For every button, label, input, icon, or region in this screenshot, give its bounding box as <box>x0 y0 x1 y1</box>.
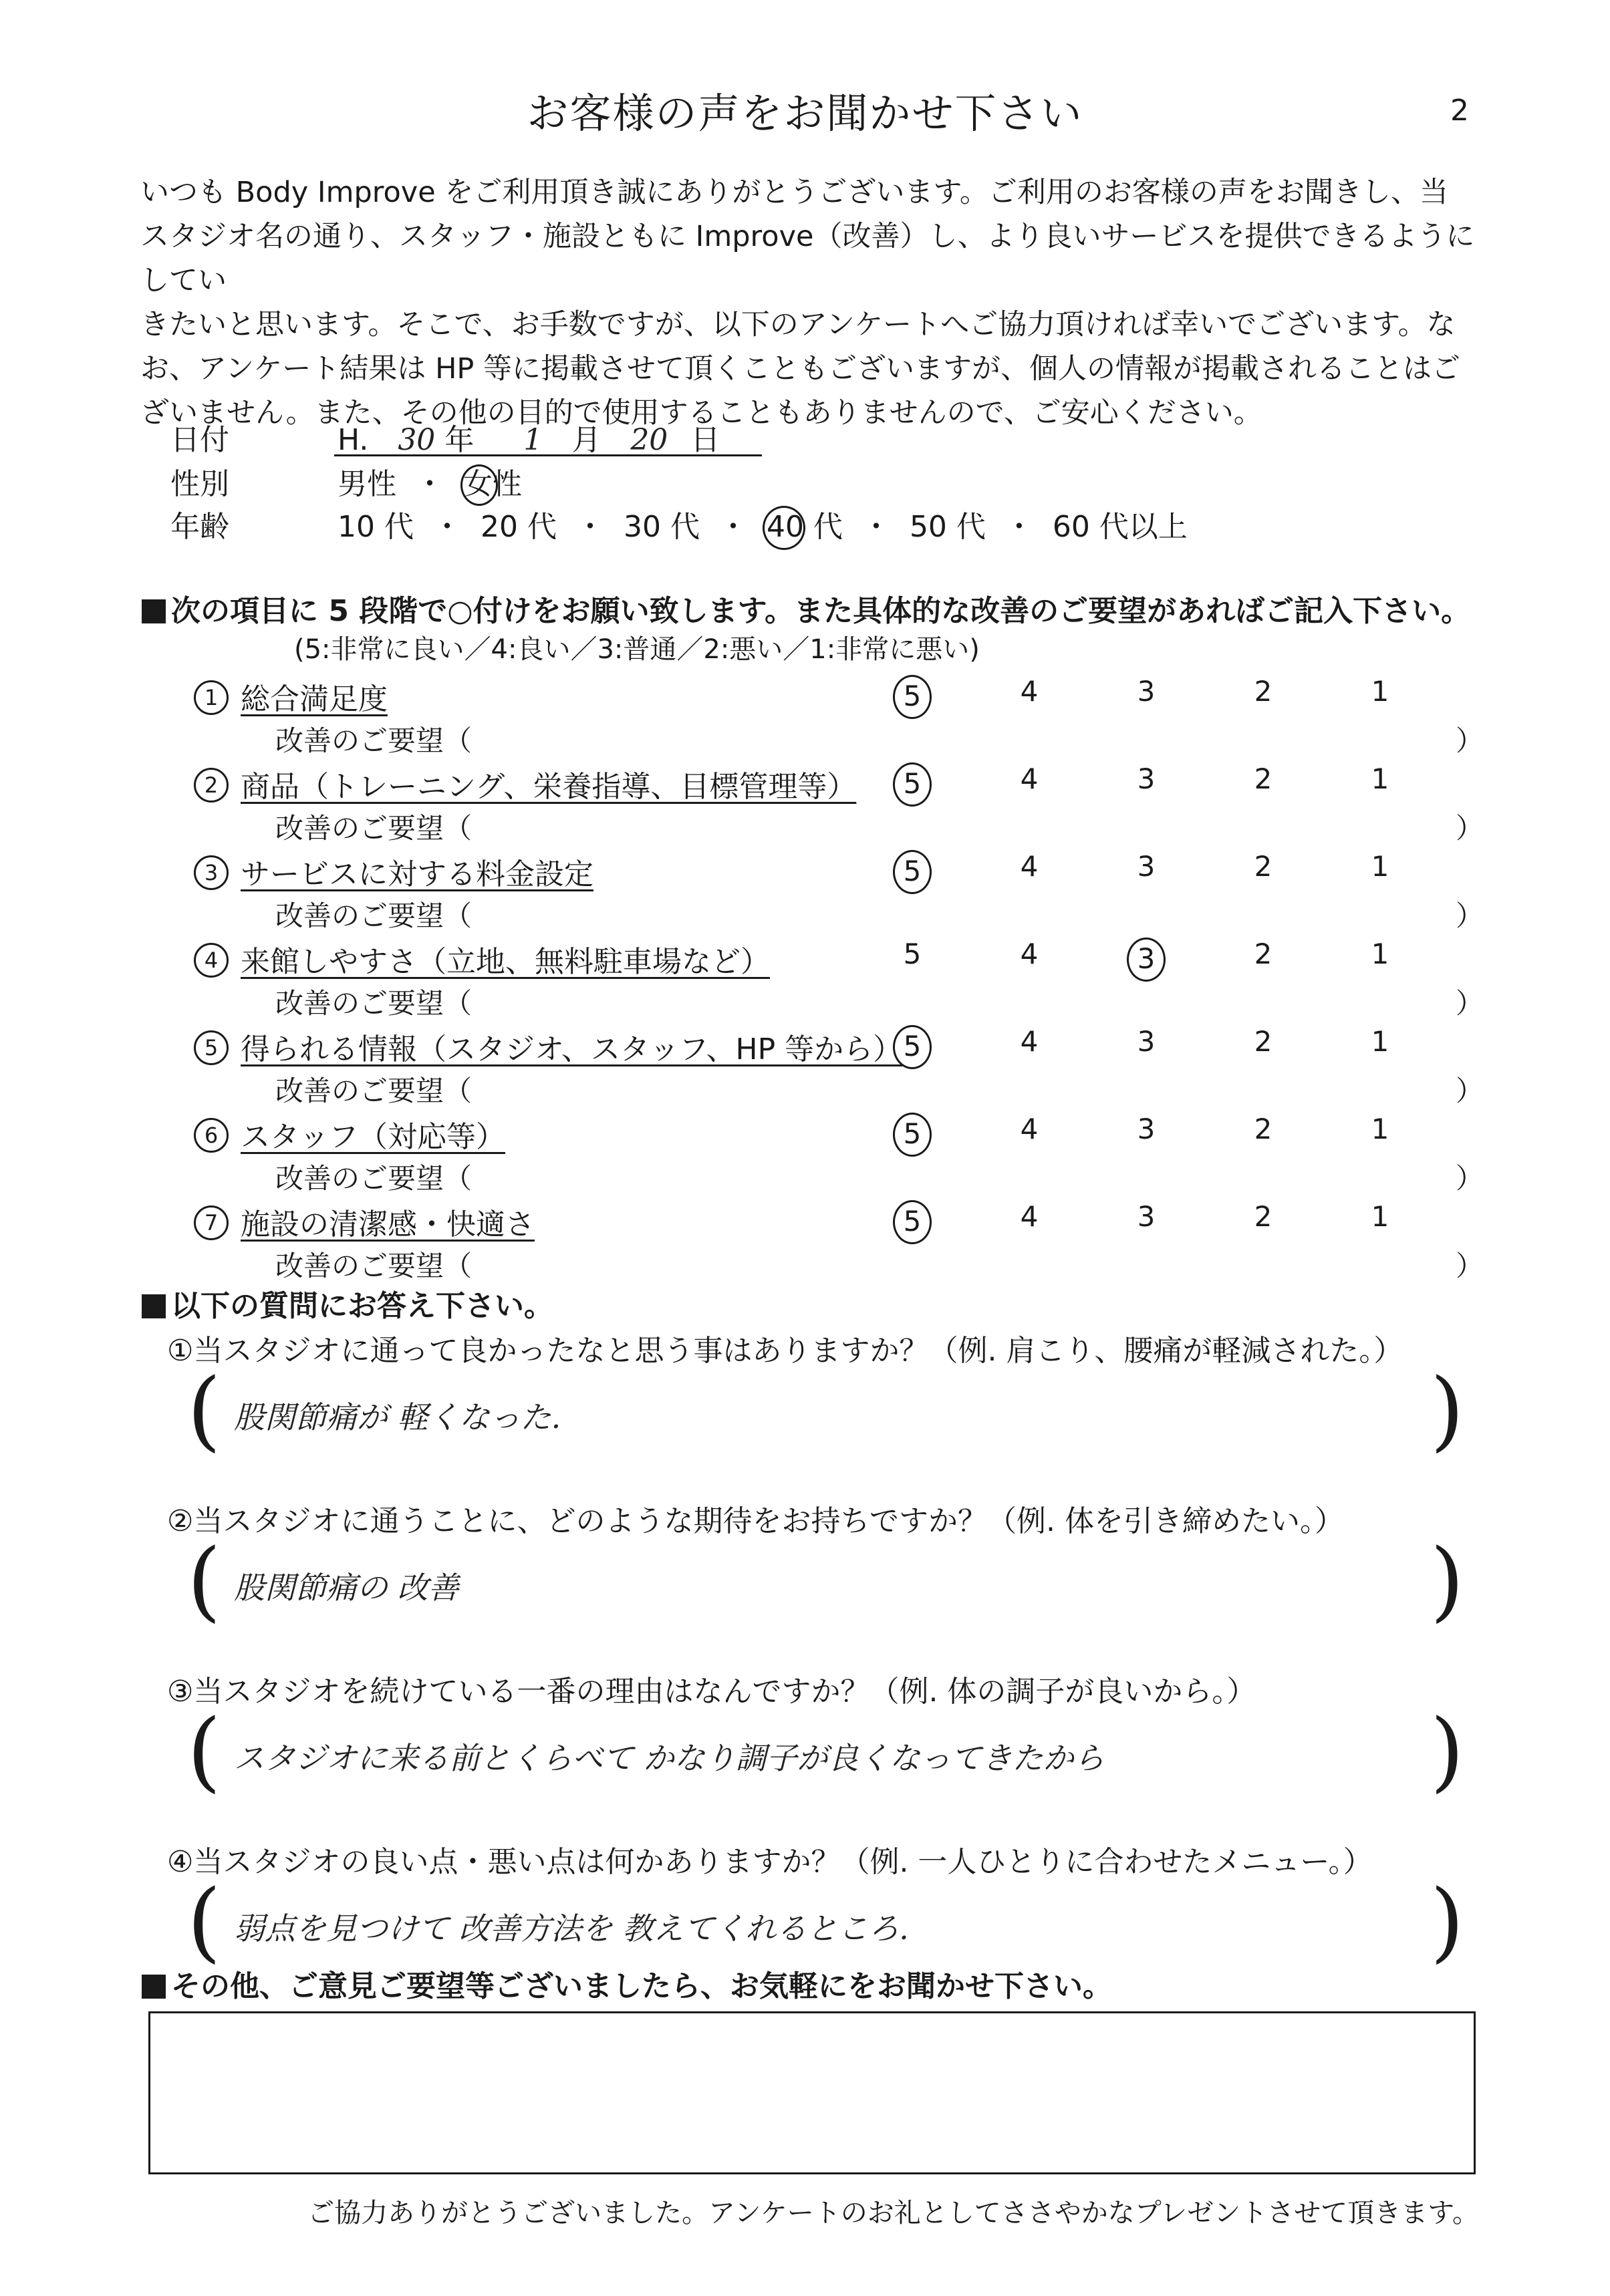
date-field[interactable] <box>338 416 720 458</box>
answer-close-paren: ) <box>1430 1359 1464 1461</box>
item-title: 商品（トレーニング、栄養指導、目標管理等） <box>241 770 857 804</box>
score-option-5[interactable] <box>886 675 939 719</box>
item-title: 施設の清潔感・快適さ <box>241 1207 535 1242</box>
score-option-3[interactable] <box>1119 1200 1173 1233</box>
question-number: ① <box>167 1334 194 1368</box>
intro-line: スタジオ名の通り、スタッフ・施設ともに Improve（改善）し、より良いサービスを提供できるようにしてい <box>140 220 1475 297</box>
item-title: サービスに対する料金設定 <box>241 857 593 891</box>
intro-line: ざいません。また、その他の目的で使用することもありませんので、ご安心ください。 <box>140 396 1262 430</box>
section2-heading-text: 以下の質問にお答え下さい。 <box>171 1289 553 1323</box>
score-value: 1 <box>1371 762 1389 795</box>
score-value: 1 <box>1371 938 1389 970</box>
score-value: 1 <box>1371 1113 1389 1145</box>
score-option-1[interactable] <box>1353 850 1407 883</box>
score-value: 3 <box>1137 762 1156 795</box>
score-option-4[interactable] <box>1002 1025 1056 1058</box>
score-option-2[interactable] <box>1236 1113 1290 1145</box>
rating-item-label <box>194 675 388 718</box>
separator: ・ <box>575 510 605 544</box>
answer-field[interactable]: スタジオに来る前とくらべて かなり調子が良くなってきたから <box>234 1740 1105 1776</box>
rating-item-label <box>194 850 593 893</box>
answer-field[interactable]: 弱点を見つけて 改善方法を 教えてくれるところ. <box>234 1910 909 1947</box>
score-value: 5 <box>893 850 932 894</box>
gender-option-male[interactable]: 男性 <box>338 467 396 501</box>
closing-paren: ） <box>1456 1250 1484 1282</box>
age-option-selected[interactable] <box>767 510 852 544</box>
age-option-label: 40 代 <box>766 510 843 544</box>
score-option-3[interactable] <box>1119 938 1173 982</box>
score-option-2[interactable] <box>1236 938 1290 970</box>
intro-line: きたいと思います。そこで、お手数ですが、以下のアンケートへご協力頂ければ幸いでございます。な <box>140 308 1456 341</box>
closing-paren: ） <box>1456 987 1484 1020</box>
improvement-request-label: 改善のご要望（ <box>275 1162 473 1195</box>
intro-line: お、アンケート結果は HP 等に掲載させて頂くこともございますが、個人の情報が掲載されることはご <box>140 352 1461 386</box>
score-option-1[interactable] <box>1353 1025 1407 1058</box>
gender-option-female[interactable] <box>463 467 522 501</box>
closing-paren: ） <box>1456 724 1484 757</box>
answer-open-paren: ( <box>187 1530 221 1631</box>
separator: ・ <box>432 510 462 544</box>
score-option-1[interactable] <box>1353 1200 1407 1233</box>
score-value: 5 <box>893 675 932 719</box>
section3-heading-text: その他、ご意見ご要望等ございましたら、お気軽にをお聞かせ下さい。 <box>171 1969 1112 2003</box>
age-options[interactable] <box>338 503 1188 545</box>
rating-scale: (5:非常に良い／4:良い／3:普通／2:悪い／1:非常に悪い) <box>294 634 980 665</box>
score-option-2[interactable] <box>1236 1025 1290 1058</box>
closing-paren: ） <box>1456 1074 1484 1107</box>
item-number-badge: 6 <box>194 1118 229 1153</box>
question-text <box>167 1497 1344 1540</box>
score-value: 4 <box>1020 850 1039 883</box>
answer-open-paren: ( <box>187 1700 221 1802</box>
score-option-4[interactable] <box>1002 762 1056 795</box>
question-body: 当スタジオに通うことに、どのような期待をお持ちですか？（例. 体を引き締めたい。） <box>193 1504 1344 1538</box>
page-title: お客様の声をお聞かせ下さい <box>527 89 1083 138</box>
score-value: 2 <box>1254 675 1272 708</box>
score-option-4[interactable] <box>1002 1200 1056 1233</box>
score-value: 5 <box>893 1025 932 1069</box>
rating-item-label <box>194 1200 535 1243</box>
score-value: 1 <box>1371 675 1389 708</box>
score-option-1[interactable] <box>1353 938 1407 970</box>
date-month: 1 <box>523 423 543 457</box>
improvement-request-label: 改善のご要望（ <box>275 812 473 845</box>
date-year: 30 <box>398 423 436 457</box>
selection-circle <box>460 464 498 506</box>
score-option-4[interactable] <box>1002 850 1056 883</box>
score-value: 4 <box>1020 1113 1039 1145</box>
gender-options[interactable] <box>338 460 522 503</box>
question-text <box>167 1326 1403 1369</box>
answer-field[interactable]: 股関節痛の 改善 <box>234 1570 459 1606</box>
question-number: ④ <box>167 1845 194 1879</box>
comments-box[interactable] <box>148 2011 1476 2174</box>
improvement-request-label: 改善のご要望（ <box>275 1250 473 1282</box>
score-value: 3 <box>1137 1200 1156 1233</box>
score-value: 3 <box>1137 1025 1156 1058</box>
page-number: 2 <box>1450 94 1469 128</box>
score-value: 2 <box>1254 1113 1272 1145</box>
date-day: 20 <box>630 423 668 457</box>
rating-item-label <box>194 762 856 805</box>
item-title: 来館しやすさ（立地、無料駐車場など） <box>241 945 770 979</box>
score-option-5[interactable] <box>886 938 939 970</box>
score-option-3[interactable] <box>1119 1113 1173 1145</box>
score-option-5[interactable] <box>886 1200 939 1244</box>
score-value: 3 <box>1137 1113 1156 1145</box>
date-year-unit: 年 <box>444 423 475 457</box>
date-label: 日付 <box>170 423 229 457</box>
score-value: 5 <box>893 1200 932 1244</box>
answer-close-paren: ) <box>1430 1870 1464 1972</box>
score-value: 5 <box>903 938 922 970</box>
score-value: 2 <box>1254 1200 1272 1233</box>
square-bullet-icon <box>142 1294 166 1318</box>
closing-paren: ） <box>1456 812 1484 845</box>
score-value: 5 <box>893 1113 932 1157</box>
score-option-4[interactable] <box>1002 938 1056 970</box>
score-option-4[interactable] <box>1002 675 1056 708</box>
item-number-badge: 5 <box>194 1030 229 1065</box>
score-option-1[interactable] <box>1353 1113 1407 1145</box>
gender-option-female-label: 女性 <box>463 467 522 501</box>
date-month-unit: 月 <box>571 423 601 457</box>
rating-item-label <box>194 1113 505 1155</box>
date-underline <box>334 454 762 456</box>
score-option-5[interactable] <box>886 850 939 894</box>
separator: ・ <box>861 510 891 544</box>
answer-open-paren: ( <box>187 1359 221 1461</box>
score-option-2[interactable] <box>1236 675 1290 708</box>
question-body: 当スタジオに通って良かったなと思う事はありますか？（例. 肩こり、腰痛が軽減された。） <box>193 1334 1403 1368</box>
score-option-2[interactable] <box>1236 1200 1290 1233</box>
score-value: 1 <box>1371 850 1389 883</box>
score-value: 4 <box>1020 762 1039 795</box>
rating-item-label <box>194 938 770 980</box>
improvement-request-label: 改善のご要望（ <box>275 899 473 932</box>
answer-open-paren: ( <box>187 1870 221 1972</box>
age-option[interactable]: 10 代 <box>338 510 414 544</box>
score-value: 5 <box>893 762 932 807</box>
answer-field[interactable]: 股関節痛が 軽くなった. <box>234 1399 561 1435</box>
section3-heading <box>142 1962 1112 2005</box>
item-number-badge: 7 <box>194 1205 229 1240</box>
item-title: スタッフ（対応等） <box>241 1120 505 1154</box>
section1-heading <box>142 587 1470 629</box>
answer-close-paren: ) <box>1430 1700 1464 1802</box>
gender-label: 性別 <box>170 467 229 501</box>
score-option-5[interactable] <box>886 762 939 807</box>
score-value: 1 <box>1371 1200 1389 1233</box>
separator: ・ <box>718 510 748 544</box>
age-label: 年齢 <box>170 510 229 544</box>
intro-text <box>140 170 1477 435</box>
item-number-badge: 4 <box>194 943 229 978</box>
score-option-3[interactable] <box>1119 762 1173 795</box>
score-value: 2 <box>1254 1025 1272 1058</box>
closing-paren: ） <box>1456 899 1484 932</box>
score-option-5[interactable] <box>886 1113 939 1157</box>
item-title: 得られる情報（スタジオ、スタッフ、HP 等から） <box>241 1032 903 1066</box>
score-value: 2 <box>1254 850 1272 883</box>
score-option-2[interactable] <box>1236 850 1290 883</box>
section1-heading-text: 次の項目に 5 段階で○付けをお願い致します。また具体的な改善のご要望があればご記入下さい。 <box>171 594 1471 628</box>
answer-close-paren: ) <box>1430 1530 1464 1631</box>
selection-circle <box>763 506 805 550</box>
item-number-badge: 2 <box>194 768 229 803</box>
question-text <box>167 1838 1373 1880</box>
score-value: 3 <box>1137 675 1156 708</box>
section2-heading <box>142 1282 553 1324</box>
improvement-request-label: 改善のご要望（ <box>275 1074 473 1107</box>
score-option-2[interactable] <box>1236 762 1290 795</box>
score-option-1[interactable] <box>1353 762 1407 795</box>
question-number: ③ <box>167 1675 194 1709</box>
footer-note: ご協力ありがとうございました。アンケートのお礼としてささやかなプレゼントさせて頂きます。 <box>307 2198 1479 2229</box>
score-option-3[interactable] <box>1119 1025 1173 1058</box>
question-body: 当スタジオの良い点・悪い点は何かありますか？（例. 一人ひとりに合わせたメニュー。） <box>193 1845 1373 1879</box>
age-option[interactable]: 20 代 <box>480 510 557 544</box>
score-option-3[interactable] <box>1119 850 1173 883</box>
score-option-5[interactable] <box>886 1025 939 1069</box>
date-era: H. <box>338 423 369 457</box>
separator: ・ <box>1004 510 1034 544</box>
score-value: 4 <box>1020 938 1039 970</box>
question-number: ② <box>167 1504 194 1538</box>
question-body: 当スタジオを続けている一番の理由はなんですか？（例. 体の調子が良いから。） <box>193 1675 1256 1709</box>
score-value: 4 <box>1020 1025 1039 1058</box>
rating-item-label <box>194 1025 902 1068</box>
score-value: 3 <box>1137 850 1156 883</box>
score-option-3[interactable] <box>1119 675 1173 708</box>
closing-paren: ） <box>1456 1162 1484 1195</box>
item-number-badge: 1 <box>194 680 229 715</box>
score-value: 4 <box>1020 1200 1039 1233</box>
square-bullet-icon <box>142 599 166 623</box>
age-option[interactable]: 50 代 <box>909 510 986 544</box>
improvement-request-label: 改善のご要望（ <box>275 724 473 757</box>
score-value: 4 <box>1020 675 1039 708</box>
date-day-unit: 日 <box>690 423 720 457</box>
score-value: 2 <box>1254 938 1272 970</box>
square-bullet-icon <box>142 1975 166 1999</box>
age-option[interactable]: 30 代 <box>623 510 700 544</box>
item-title: 総合満足度 <box>241 682 388 716</box>
score-value: 3 <box>1127 938 1166 982</box>
age-option[interactable]: 60 代以上 <box>1052 510 1188 544</box>
score-value: 1 <box>1371 1025 1389 1058</box>
separator: ・ <box>415 467 444 501</box>
intro-line: いつも Body Improve をご利用頂き誠にありがとうございます。ご利用のお客様の声をお聞きし、当 <box>140 176 1448 209</box>
improvement-request-label: 改善のご要望（ <box>275 987 473 1020</box>
question-text <box>167 1667 1256 1710</box>
score-value: 2 <box>1254 762 1272 795</box>
item-number-badge: 3 <box>194 855 229 890</box>
score-option-1[interactable] <box>1353 675 1407 708</box>
score-option-4[interactable] <box>1002 1113 1056 1145</box>
